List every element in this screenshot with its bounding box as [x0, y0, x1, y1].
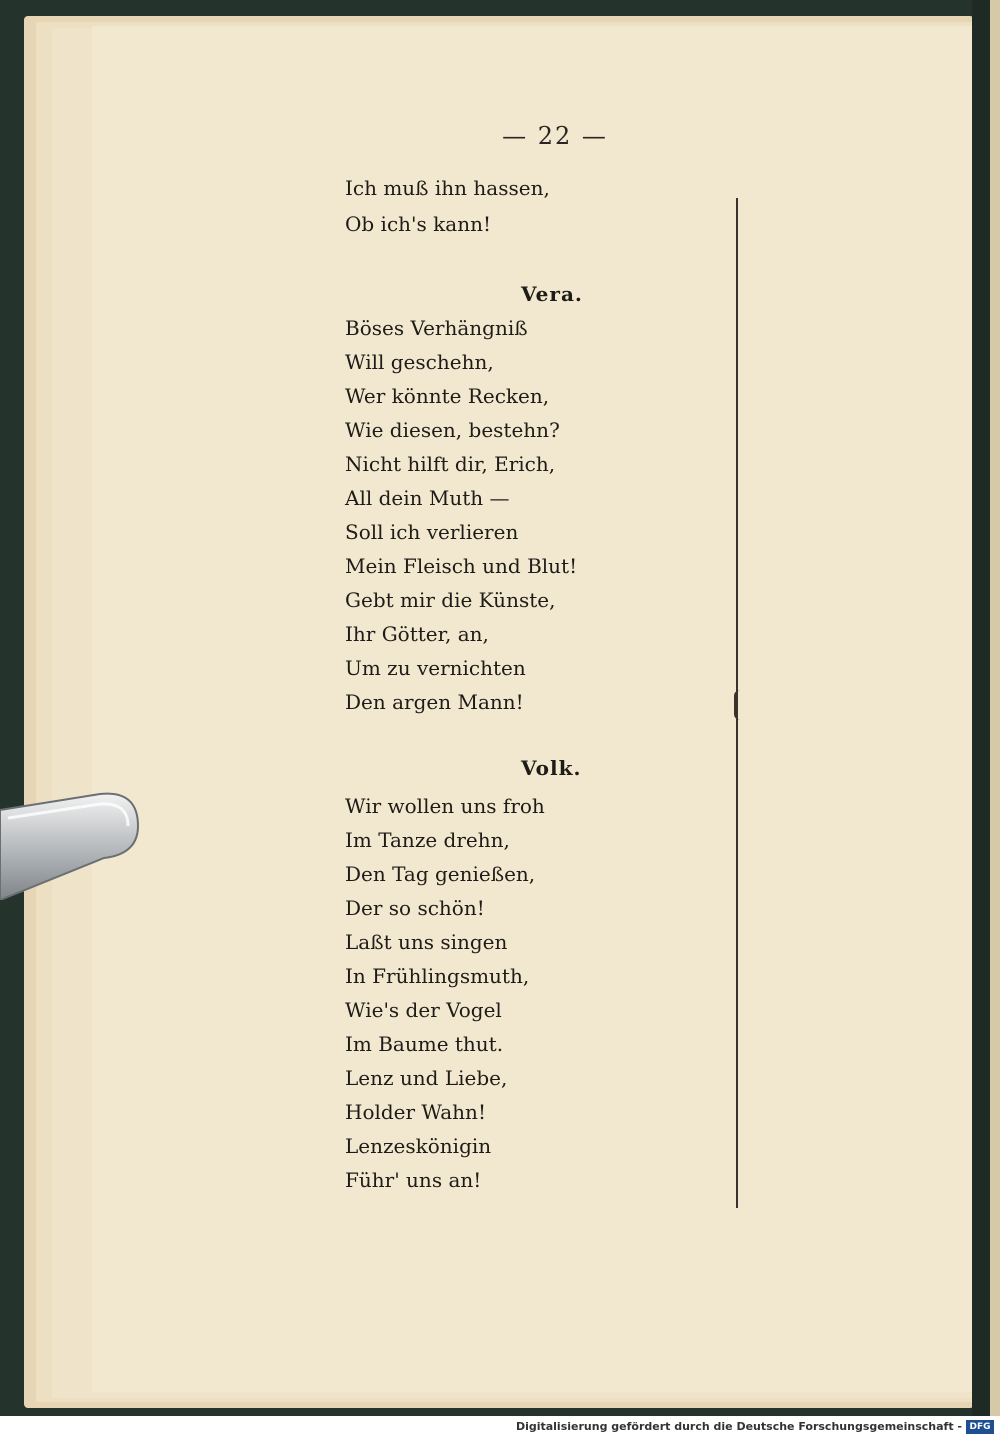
poem-line: Den Tag genießen,: [345, 862, 536, 886]
poem-line: Lenzeskönigin: [345, 1134, 492, 1158]
poem-line: All dein Muth —: [345, 486, 510, 510]
poem-line: Nicht hilft dir, Erich,: [345, 452, 556, 476]
poem-line: Um zu vernichten: [345, 656, 526, 680]
speaker-heading-vera: Vera.: [521, 282, 583, 306]
book-page: [92, 26, 972, 1392]
page-number: — 22 —: [502, 122, 608, 150]
poem-line: In Frühlingsmuth,: [345, 964, 530, 988]
poem-line: Gebt mir die Künste,: [345, 588, 556, 612]
page-clip-holder: [0, 790, 140, 900]
poem-line: Ob ich's kann!: [345, 212, 491, 236]
poem-line: Laßt uns singen: [345, 930, 508, 954]
poem-line: Wie diesen, bestehn?: [345, 418, 560, 442]
poem-line: Wer könnte Recken,: [345, 384, 550, 408]
footer-credit: Digitalisierung gefördert durch die Deutsche Forschungsgemeinschaft -: [515, 1420, 962, 1433]
poem-line: Den argen Mann!: [345, 690, 524, 714]
poem-line: Ich muß ihn hassen,: [345, 176, 550, 200]
poem-line: Böses Verhängniß: [345, 316, 528, 340]
poem-line: Führ' uns an!: [345, 1168, 482, 1192]
poem-line: Holder Wahn!: [345, 1100, 486, 1124]
poem-line: Ihr Götter, an,: [345, 622, 489, 646]
poem-line: Im Tanze drehn,: [345, 828, 510, 852]
poem-line: Wie's der Vogel: [345, 998, 502, 1022]
next-page-edge: [990, 0, 1000, 1416]
poem-line: Will geschehn,: [345, 350, 494, 374]
poem-line: Soll ich verlieren: [345, 520, 519, 544]
speaker-heading-volk: Volk.: [521, 756, 582, 780]
curly-brace-tip: [734, 690, 744, 720]
poem-line: Lenz und Liebe,: [345, 1066, 508, 1090]
poem-line: Wir wollen uns froh: [345, 794, 545, 818]
dfg-logo: DFG: [966, 1420, 994, 1434]
poem-line: Mein Fleisch und Blut!: [345, 554, 578, 578]
poem-line: Der so schön!: [345, 896, 485, 920]
poem-line: Im Baume thut.: [345, 1032, 504, 1056]
